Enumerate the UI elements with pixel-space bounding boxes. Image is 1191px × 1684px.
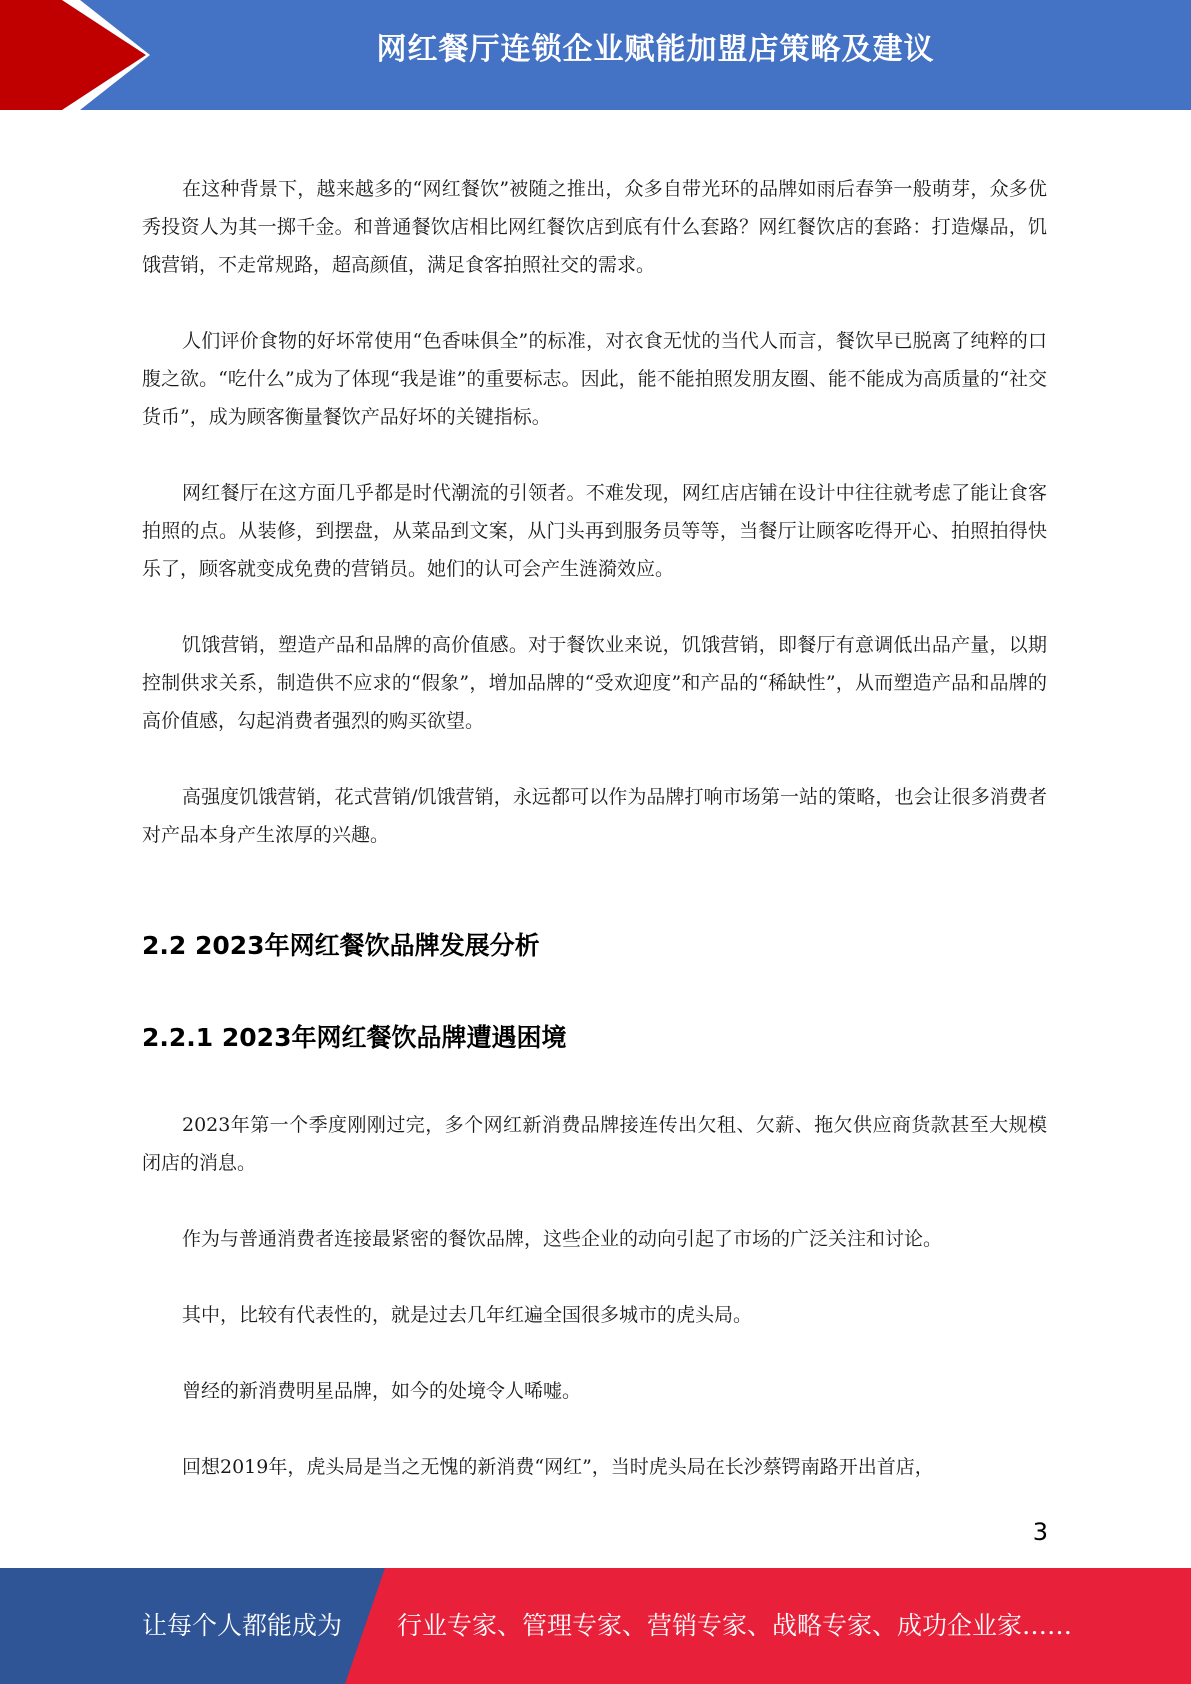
header-banner	[0, 0, 1191, 110]
paragraph: 回想2019年，虎头局是当之无愧的新消费“网红”，当时虎头局在长沙蔡锷南路开出首店，	[182, 1456, 934, 1478]
paragraph: 人们评价食物的好坏常使用“色香味俱全”的标准，对衣食无忧的当代人而言，餐饮早已脱离了纯粹的口腹之欲。“吃什么”成为了体现“我是谁”的重要标志。因此，能不能拍照发朋友圈、能不能成为高质量的“社交货币”，成为顾客衡量餐饮产品好坏的关键指标。	[142, 330, 1047, 428]
paragraph: 曾经的新消费明星品牌，如今的处境令人唏嘘。	[182, 1380, 582, 1402]
paragraph: 高强度饥饿营销，花式营销/饥饿营销，永远都可以作为品牌打响市场第一站的策略，也会让很多消费者对产品本身产生浓厚的兴趣。	[142, 786, 1047, 846]
paragraph: 在这种背景下，越来越多的“网红餐饮”被随之推出，众多自带光环的品牌如雨后春笋一般萌芽，众多优秀投资人为其一掷千金。和普通餐饮店相比网红餐饮店到底有什么套路？网红餐饮店的套路：打造爆品，饥饿营销，不走常规路，超高颜值，满足食客拍照社交的需求。	[142, 178, 1047, 276]
paragraph: 2023年第一个季度刚刚过完，多个网红新消费品牌接连传出欠租、欠薪、拖欠供应商货款甚至大规模闭店的消息。	[142, 1114, 1047, 1174]
paragraph: 作为与普通消费者连接最紧密的餐饮品牌，这些企业的动向引起了市场的广泛关注和讨论。	[182, 1228, 943, 1250]
footer-slogan-left: 让每个人都能成为	[142, 1611, 343, 1640]
header-chevron-icon	[0, 0, 160, 110]
footer-banner	[0, 1568, 1191, 1684]
paragraph: 饥饿营销，塑造产品和品牌的高价值感。对于餐饮业来说，饥饿营销，即餐厅有意调低出品产量，以期控制供求关系，制造供不应求的“假象”，增加品牌的“受欢迎度”和产品的“稀缺性”，从而塑造产品和品牌的高价值感，勾起消费者强烈的购买欲望。	[142, 634, 1047, 732]
page-number: 3	[1032, 1518, 1048, 1546]
main-content	[142, 170, 1047, 1524]
section-heading-2-2-1: 2.2.1 2023年网红餐饮品牌遭遇困境	[142, 1023, 567, 1052]
footer-slogan-right: 行业专家、管理专家、营销专家、战略专家、成功企业家……	[397, 1611, 1073, 1640]
section-heading-2-2: 2.2 2023年网红餐饮品牌发展分析	[142, 931, 540, 960]
paragraph: 网红餐厅在这方面几乎都是时代潮流的引领者。不难发现，网红店店铺在设计中往往就考虑了能让食客拍照的点。从装修，到摆盘，从菜品到文案，从门头再到服务员等等，当餐厅让顾客吃得开心、拍照拍得快乐了，顾客就变成免费的营销员。她们的认可会产生涟漪效应。	[142, 482, 1047, 580]
document-title: 网红餐厅连锁企业赋能加盟店策略及建议	[376, 32, 935, 67]
paragraph: 其中，比较有代表性的，就是过去几年红遍全国很多城市的虎头局。	[182, 1304, 753, 1326]
